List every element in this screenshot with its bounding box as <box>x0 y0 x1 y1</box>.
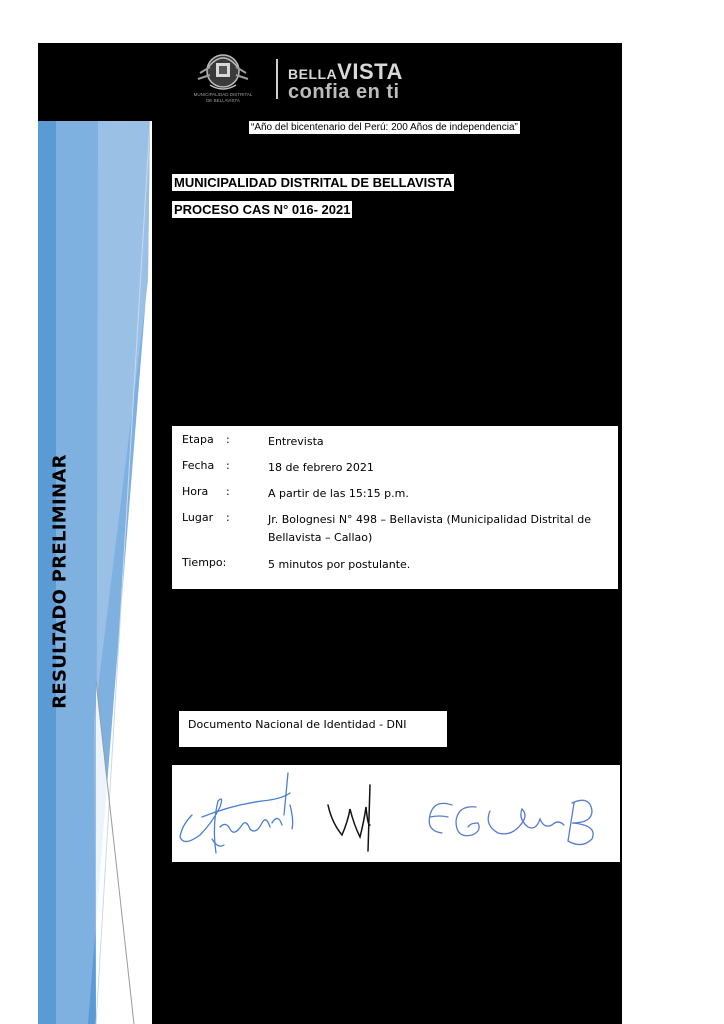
signatures-graphic <box>172 765 620 862</box>
info-key: Fecha <box>182 459 215 472</box>
info-value: Entrevista <box>268 435 324 448</box>
preliminary-result-label: RESULTADO PRELIMINAR <box>49 454 71 709</box>
info-key: Etapa <box>182 433 214 446</box>
info-key: Hora <box>182 485 209 498</box>
info-colon: : <box>226 459 230 472</box>
brand-main: VISTA <box>337 59 403 84</box>
info-key: Lugar <box>182 511 214 524</box>
info-colon: : <box>226 511 230 524</box>
brand-prefix: BELLA <box>288 66 338 82</box>
logo-divider <box>276 59 278 99</box>
interview-info-box <box>172 426 618 589</box>
signature-1 <box>180 773 293 853</box>
signature-2 <box>328 785 370 851</box>
brand-tagline: confia en ti <box>288 81 400 103</box>
info-value: Jr. Bolognesi N° 498 – Bellavista (Municipalidad Distrital de Bellavista – Callao) <box>268 513 591 544</box>
logo-caption-line1: MUNICIPALIDAD DISTRITAL <box>193 92 253 97</box>
dni-label-box <box>179 711 447 747</box>
logo-caption-line2: DE BELLAVISTA <box>206 98 240 103</box>
info-value: 18 de febrero 2021 <box>268 461 374 474</box>
info-value: A partir de las 15:15 p.m. <box>268 487 409 500</box>
info-key: Tiempo: <box>182 556 227 569</box>
document-title-line2: PROCESO CAS N° 016- 2021 <box>174 202 351 217</box>
municipal-crest-icon <box>180 47 266 103</box>
document-title-line1: MUNICIPALIDAD DISTRITAL DE BELLAVISTA <box>174 175 453 190</box>
dni-label: Documento Nacional de Identidad - DNI <box>188 718 407 731</box>
info-value: 5 minutos por postulante. <box>268 558 411 571</box>
header-logo <box>180 47 460 103</box>
signature-3 <box>429 800 593 844</box>
info-colon: : <box>226 433 230 446</box>
info-colon: : <box>226 485 230 498</box>
signatures-area <box>172 765 620 862</box>
year-motto: “Año del bicentenario del Perú: 200 Años de independencia” <box>251 122 518 133</box>
document-page <box>38 43 622 1024</box>
